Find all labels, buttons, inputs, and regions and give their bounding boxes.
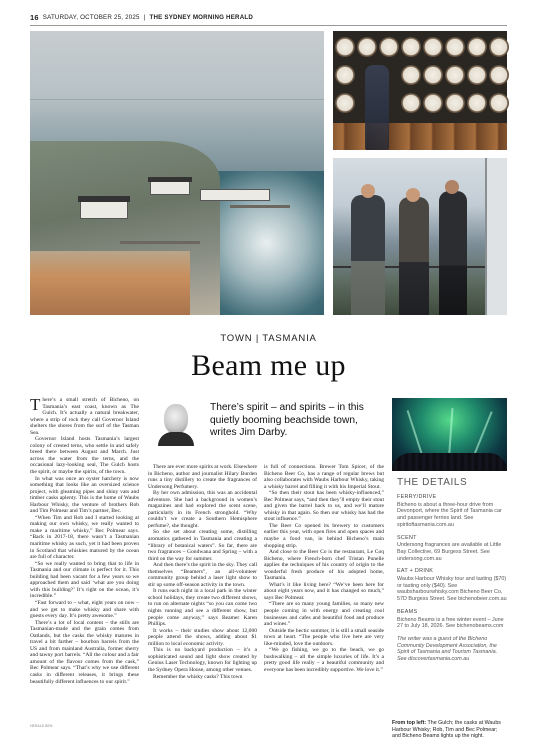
details-body: Bicheno Beams is a free winter event – June 27 to July 18, 2026. See bichenobeams.com [397,616,504,630]
distillery-wall [485,158,507,315]
cask-rack [333,91,507,117]
paragraph: “Fast forward to – what, eight years on now – and we get to make whisky and share with guests every day. It’s pretty awesome.” [30,599,139,620]
paragraph: Outside the hectic summer, it is still a small seaside town at heart. “The people who live here are very like-minded, love the outdoors. [264,627,384,647]
cask [401,37,421,57]
building-roof [78,196,130,202]
paragraph: “We go fishing, we go to the beach, we go bushwalking – all the simple luxuries of life. It’s a pretty good life really – a beautiful community and everyone has been incredibly supportive. We love it.” [264,647,384,673]
laser-beam [407,410,424,458]
laser-beam [472,411,493,458]
paragraph: In what was once an oyster hatchery is now something that looks like an oversized science project, with gleaming pipes and shiny vats and timber casks aplenty. This is the home of Waubs Harbour Whisky, the venture of brothers Rob and Tim Polmear and Tim’s partner, Bec. [30,475,139,515]
paragraph: “When Tim and Rob and I started looking at making our own whisky, we really wanted to make a maritime whisky,” Bec Polmear says. “Back in 2017-18, there wasn’t a Tasmanian maritime whisky as such, yet it had been proven in Scotland that whiskies matured by the ocean are full of character. [30,514,139,561]
disclosure-note: The writer was a guest of the Bicheno Community Development Association, the Spirit of Tasmania and Tourism Tasmania. See discovertasmania.com.au [397,635,498,663]
person-middle [399,197,429,315]
photo-casks [333,31,507,150]
photo-the-gulch [30,31,324,315]
author-shoulders [158,432,194,446]
paragraph: There’s a lot of local content – the stills are Tasmanian-made and the grain comes from Oatlands, but the casks the whisky matures in travel a bit farther – bourbon barrels from the US and from mainland Australia, former sherry and tawny port barrels. “All the colour and a fair amount of the flavour comes from the cask,” Bec Polmear says. “That’s why we use different casks in different releases, it brings these beautifully different influences to our spirit.” [30,619,139,685]
cask [401,93,421,113]
paragraph: “So then their stout has been whisky-influenced,” Bec Polmear says, “and then they’ll empty their stout and given the barrel back to us, and we’ll mature whisky in that again. So then our whisky has had the stout influence.” [264,490,384,523]
paragraph: Governor Island hosts Tasmania’s largest colony of crested terns, who settle in and safely breed there between August and March. Just across the water from the terns, and the occasional lazy-looking seal, The Gulch hosts the spirit, or maybe the spirits, of the town. [30,436,139,476]
photo-bicheno-beams [392,398,507,471]
cask [467,93,487,113]
photo-credit: HERALD BEN [30,724,53,728]
building [150,181,190,195]
issue-date: SATURDAY, OCTOBER 25, 2025 [42,13,140,21]
cask [489,93,509,113]
details-box [397,494,508,663]
details-body: Bicheno is about a three-hour drive from Devonport, where the Spirit of Tasmania car and passenger ferries land. See spiritoftasmania.com.au [397,501,502,528]
paragraph: Remember the whisky casks? This town [153,673,243,680]
details-header: BEAMS [397,608,418,615]
details-header: EAT + DRINK [397,568,434,575]
cask [489,65,509,85]
details-body: Waubs Harbour Whisky tour and tasting ($70) or tasting only ($40). See waubsharbourwhisky.com Bicheno Beer Co, 57D Burgess Street. See bichenobeer.com.au [397,576,507,603]
paragraph: “There are so many young families, so many new people coming in with energy and creating cool businesses and cafes and beautiful food and produce and wines.” [264,601,384,628]
details-header: FERRY/DRIVE [397,494,437,500]
cask-rack [333,63,507,89]
paragraph: It runs each night in a local park in the winter school holidays, they create two different shows, to run on alternate nights “so you can come two nights running and see a different show, but people come anyway,” says Beamer Karen Phillips. [148,588,257,628]
paragraph: What’s it like living here? “We’ve been here for about eight years now, and it has changed so much,” says Bec Polmear. [264,581,384,601]
details-section-beams [397,609,508,630]
details-title: THE DETAILS [397,477,468,488]
cask [423,65,443,85]
author-face [164,404,188,434]
paragraph: The Beer Co opened its brewery to customers earlier this year, with open fires and open spaces and maybe a food van, in behind Bicheno’s main shopping strip. [264,522,384,549]
masthead [30,10,510,24]
drop-cap: T [30,395,41,414]
cask [357,37,377,57]
details-body: Undersong fragrances are available at Little Bay Collective, 69 Burgess Street. See undersong.com.au [397,542,502,562]
cask [423,37,443,57]
article-column-1 [30,397,139,685]
caption-lead: From top left: [392,720,427,726]
paragraph: And close to the Beer Co is the restaurant, Le Coq Bicheno, where French-born chef Tristan Punelle applies the techniques of his country of origin to the wonderful fresh produce of his adopted home, Tasmania. [264,549,384,582]
standfirst: There’s spirit – and spirits – in this quietly booming beachside town, writes Jim Darby. [210,402,364,439]
photo-caption [392,720,507,740]
cask [445,65,465,85]
cask [401,65,421,85]
person-head [406,188,420,202]
person-head [361,184,375,198]
cask [467,65,487,85]
cask-rack [333,35,507,61]
crowd-silhouette [392,453,507,471]
jetty [120,241,200,244]
details-section-ferry [397,494,508,529]
paragraph: This is no backyard production – it’s a sophisticated sound and light show created by Genius Laser Technology, known for lighting up the Sydney Opera House, among other venues. [148,647,257,673]
paragraph [30,397,139,436]
paragraph: It works – their studies show about 12,000 people attend the shows, adding about $1 million to local economic activity. [148,627,257,647]
cask [335,37,355,57]
headline: Beam me up [191,349,346,382]
person-left [351,195,385,315]
cask [445,37,465,57]
cask [489,37,509,57]
article-column-3 [264,464,384,674]
building [200,189,270,201]
details-header: SCENT [397,534,417,541]
jetty [230,205,290,208]
page-number: 16 [30,12,39,22]
horizon-line [30,99,324,100]
section-kicker: TOWN | TASMANIA [220,333,317,344]
building-roof [148,177,192,182]
masthead-separator: | [143,13,146,21]
details-section-eat-drink [397,568,508,603]
masthead-rule [30,25,507,26]
paragraph: And then there’s the spirit in the sky. They call themselves “Beamers”, an all-volunteer community group behind a laser light show to stir up some off-season activity in the town. [148,562,257,588]
author-avatar [158,402,194,446]
person-head [445,180,459,194]
paragraph: is full of connections. Brewer Tom Spicer, of the Bicheno Beer Co, has a range of regular brews but also collaborates with Waubs Harbour Whisky, taking a whisky barrel and filling it with his Imperial Stout. [264,464,384,490]
paragraph: “So we really wanted to bring that to life in Tasmania and our climate is perfect for it. This building had been vacant for a few years so we approached them and said ‘what are you doing with this building?’ It’s right on the ocean, it’s incredible.” [30,560,139,600]
cask [423,93,443,113]
paragraph: By her own admission, this was an accidental adventure. She had a background in women’s magazines and had explored the scent scene, particularly in its French stronghold. “Why couldn’t we create a Southern Hemisphere perfume?, she thought. [148,490,257,529]
cask [335,65,355,85]
cask [379,37,399,57]
details-section-scent [397,535,508,563]
paragraph-text: here’s a small stretch of Bicheno, on Tasmania’s east coast, known as The Gulch. It’s actually a natural breakwater, where a strip of rock they call Governor Island shelters the shores from the surf of the Tasman Sea. [30,397,139,436]
barrel-row [333,123,507,150]
cask [335,93,355,113]
paragraph: So she set about creating some, distilling aromatics gathered in Tasmania and creating a “library of botanical waters”. So far, there are two fragrances – Gondwana and Spring – with a third on the way for summer. [148,529,257,562]
caption-text: The Gulch; the casks at Waubs Harbour Whisky; Rob, Tim and Bec Polmear; and Bicheno Beams lights up the night. [392,720,501,739]
building [80,201,128,219]
article-column-2 [148,464,257,680]
cask [467,37,487,57]
laser-beam [448,408,453,458]
cask [445,93,465,113]
orange-rocks [30,251,190,315]
person-right [439,191,467,315]
paper-name: THE SYDNEY MORNING HERALD [149,13,254,21]
paragraph: There are ever more spirits at work. Elsewhere in Bicheno, author and journalist Hilary Burden runs a tiny distillery to create the fragrances of Undersong Perfumery. [148,464,257,490]
blurred-figure [365,65,389,150]
photo-polmears [333,158,507,315]
